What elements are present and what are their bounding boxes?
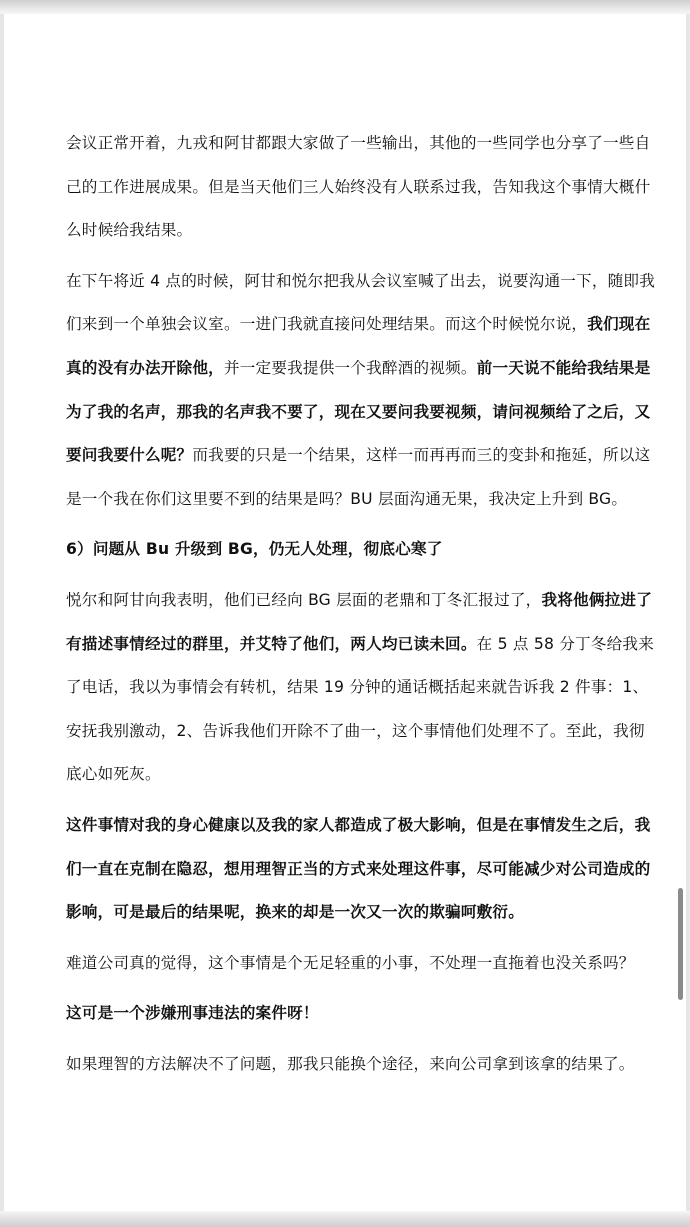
viewer-frame-top [0,0,690,14]
viewer-frame-right [686,14,690,1211]
text-segment: 并一定要我提供一个我醉酒的视频。 [223,358,477,377]
bold-text-segment: 这件事情对我的身心健康以及我的家人都造成了极大影响，但是在事情发生之后，我们一直在克制在隐忍，想用理智正当的方式来处理这件事，尽可能减少对公司造成的影响，可是最后的结果呢，换来的却是一次又一次的欺骗呵敷衍。 [66,815,651,922]
paragraph-criminal [66,992,658,1036]
text-segment: 难道公司真的觉得，这个事情是个无足轻重的小事，不处理一直拖着也没关系吗？ [66,953,635,972]
bold-text-segment: 前一天说不能给我结果是为了我的名声，那我的名声我不要了，现在又要问我要视频，请问视频给了之后，又要问我要什么呢？ [66,358,651,465]
viewer-frame-bottom [0,1211,690,1227]
document-body [66,122,658,1093]
viewer-frame-left [0,14,4,1211]
paragraph-question [66,942,658,986]
text-segment: 在下午将近 4 点的时候，阿甘和悦尔把我从会议室喊了出去，说要沟通一下，随即我们来到一个单独会议室。一进门我就直接问处理结果。而这个时候悦尔说， [66,271,656,334]
bold-text-segment: 这可是一个涉嫌刑事违法的案件呀！ [66,1004,319,1023]
bold-text-segment: 我们现在真的没有办法开除他， [66,315,651,377]
paragraph-conclusion [66,1043,658,1087]
bold-text-segment: 我将他俩拉进了有描述事情经过的群里，并艾特了他们，两人均已读未回。 [66,590,653,653]
paragraph-impact [66,804,658,935]
section-heading-6 [66,528,658,572]
text-segment: 悦尔和阿甘向我表明，他们已经向 BG 层面的老鼎和丁冬汇报过了， [66,590,542,609]
text-segment: 如果理智的方法解决不了问题，那我只能换个途径，来向公司拿到该拿的结果了。 [66,1054,635,1073]
paragraph-meeting [66,122,658,253]
paragraph-afternoon [66,260,658,522]
scrollbar-thumb[interactable] [678,888,683,1000]
paragraph-report [66,579,658,797]
text-segment: 会议正常开着，九戎和阿甘都跟大家做了一些输出，其他的一些同学也分享了一些自己的工作进展成果。但是当天他们三人始终没有人联系过我，告知我这个事情大概什么时候给我结果。 [66,134,651,240]
heading-text: 6）问题从 Bu 升级到 BG，仍无人处理，彻底心寒了 [66,540,443,559]
text-segment: 而我要的只是一个结果，这样一而再再而三的变卦和拖延，所以这是一个我在你们这里要不到的结果是吗？BU 层面沟通无果，我决定上升到 BG。 [66,446,651,508]
text-segment: 在 5 点 58 分丁冬给我来了电话，我以为事情会有转机，结果 19 分钟的通话概括起来就告诉我 2 件事：1、安抚我别激动，2、告诉我他们开除不了曲一，这个事情他们处理不了。至此，我彻底心如死灰。 [66,634,654,784]
